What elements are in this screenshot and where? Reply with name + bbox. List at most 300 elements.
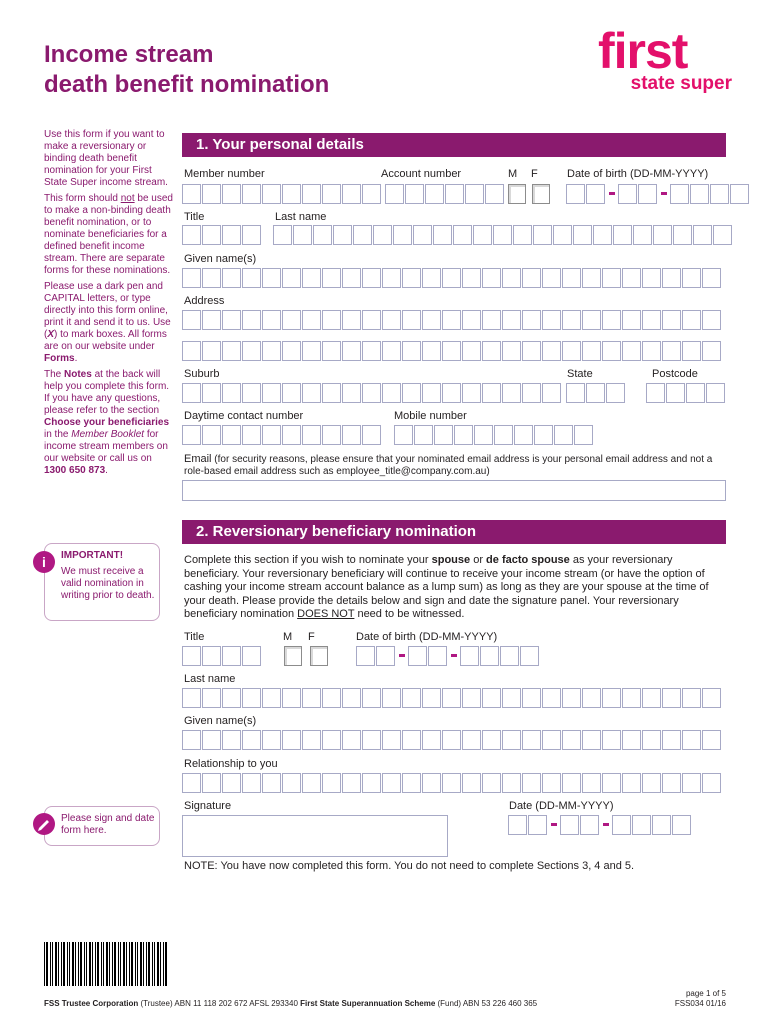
char-box[interactable] (302, 383, 321, 403)
char-box[interactable] (362, 310, 381, 330)
char-box[interactable] (474, 425, 493, 445)
char-box[interactable] (322, 730, 341, 750)
char-box[interactable] (666, 383, 685, 403)
char-box[interactable] (702, 730, 721, 750)
char-box[interactable] (422, 341, 441, 361)
char-box[interactable] (282, 341, 301, 361)
char-box[interactable] (602, 773, 621, 793)
ben-title-boxes[interactable] (182, 646, 262, 666)
given-names-boxes[interactable] (182, 268, 722, 288)
char-box[interactable] (542, 341, 561, 361)
char-box[interactable] (333, 225, 352, 245)
char-box[interactable] (462, 730, 481, 750)
char-box[interactable] (322, 425, 341, 445)
state-boxes[interactable] (566, 383, 626, 403)
char-box[interactable] (182, 730, 201, 750)
char-box[interactable] (402, 341, 421, 361)
char-box[interactable] (282, 730, 301, 750)
char-box[interactable] (293, 225, 312, 245)
char-box[interactable] (202, 383, 221, 403)
char-box[interactable] (710, 184, 729, 204)
char-box[interactable] (373, 225, 392, 245)
char-box[interactable] (562, 268, 581, 288)
char-box[interactable] (534, 425, 553, 445)
char-box[interactable] (202, 773, 221, 793)
char-box[interactable] (302, 773, 321, 793)
char-box[interactable] (542, 688, 561, 708)
char-box[interactable] (222, 425, 241, 445)
char-box[interactable] (662, 268, 681, 288)
char-box[interactable] (502, 268, 521, 288)
char-box[interactable] (222, 184, 241, 204)
char-box[interactable] (542, 310, 561, 330)
char-box[interactable] (202, 341, 221, 361)
char-box[interactable] (602, 688, 621, 708)
char-box[interactable] (342, 730, 361, 750)
char-box[interactable] (520, 646, 539, 666)
char-box[interactable] (702, 688, 721, 708)
char-box[interactable] (242, 184, 261, 204)
char-box[interactable] (222, 225, 241, 245)
char-box[interactable] (562, 773, 581, 793)
char-box[interactable] (282, 773, 301, 793)
char-box[interactable] (425, 184, 444, 204)
account-number-boxes[interactable] (385, 184, 505, 204)
char-box[interactable] (222, 646, 241, 666)
char-box[interactable] (633, 225, 652, 245)
char-box[interactable] (454, 425, 473, 445)
char-box[interactable] (362, 730, 381, 750)
char-box[interactable] (652, 815, 671, 835)
char-box[interactable] (242, 773, 261, 793)
char-box[interactable] (702, 341, 721, 361)
char-box[interactable] (182, 773, 201, 793)
char-box[interactable] (362, 425, 381, 445)
char-box[interactable] (282, 184, 301, 204)
char-box[interactable] (573, 225, 592, 245)
char-box[interactable] (602, 310, 621, 330)
char-box[interactable] (730, 184, 749, 204)
char-box[interactable] (262, 730, 281, 750)
char-box[interactable] (602, 730, 621, 750)
char-box[interactable] (682, 730, 701, 750)
char-box[interactable] (202, 425, 221, 445)
char-box[interactable] (502, 383, 521, 403)
char-box[interactable] (342, 425, 361, 445)
char-box[interactable] (282, 425, 301, 445)
char-box[interactable] (522, 688, 541, 708)
char-box[interactable] (606, 383, 625, 403)
char-box[interactable] (376, 646, 395, 666)
char-box[interactable] (442, 310, 461, 330)
char-box[interactable] (462, 310, 481, 330)
char-box[interactable] (686, 383, 705, 403)
address-line2-boxes[interactable] (182, 341, 722, 361)
char-box[interactable] (302, 268, 321, 288)
char-box[interactable] (612, 815, 631, 835)
char-box[interactable] (586, 383, 605, 403)
char-box[interactable] (422, 773, 441, 793)
char-box[interactable] (642, 268, 661, 288)
char-box[interactable] (433, 225, 452, 245)
char-box[interactable] (342, 310, 361, 330)
char-box[interactable] (242, 383, 261, 403)
char-box[interactable] (202, 688, 221, 708)
char-box[interactable] (282, 383, 301, 403)
char-box[interactable] (453, 225, 472, 245)
char-box[interactable] (482, 341, 501, 361)
char-box[interactable] (462, 341, 481, 361)
char-box[interactable] (566, 383, 585, 403)
mobile-number-boxes[interactable] (394, 425, 594, 445)
char-box[interactable] (494, 425, 513, 445)
email-input[interactable] (182, 480, 726, 501)
char-box[interactable] (642, 773, 661, 793)
char-box[interactable] (262, 341, 281, 361)
char-box[interactable] (182, 268, 201, 288)
char-box[interactable] (422, 268, 441, 288)
char-box[interactable] (682, 773, 701, 793)
char-box[interactable] (202, 184, 221, 204)
char-box[interactable] (482, 310, 501, 330)
char-box[interactable] (282, 268, 301, 288)
char-box[interactable] (322, 773, 341, 793)
char-box[interactable] (202, 225, 221, 245)
char-box[interactable] (622, 268, 641, 288)
char-box[interactable] (502, 341, 521, 361)
char-box[interactable] (362, 341, 381, 361)
char-box[interactable] (353, 225, 372, 245)
char-box[interactable] (242, 268, 261, 288)
ben-dob-date-boxes[interactable] (356, 646, 540, 666)
char-box[interactable] (662, 688, 681, 708)
char-box[interactable] (582, 341, 601, 361)
char-box[interactable] (702, 268, 721, 288)
char-box[interactable] (342, 383, 361, 403)
char-box[interactable] (302, 425, 321, 445)
char-box[interactable] (522, 730, 541, 750)
char-box[interactable] (642, 341, 661, 361)
char-box[interactable] (672, 815, 691, 835)
char-box[interactable] (322, 268, 341, 288)
char-box[interactable] (593, 225, 612, 245)
char-box[interactable] (302, 184, 321, 204)
char-box[interactable] (242, 341, 261, 361)
char-box[interactable] (362, 383, 381, 403)
last-name-boxes[interactable] (273, 225, 733, 245)
char-box[interactable] (602, 268, 621, 288)
char-box[interactable] (382, 730, 401, 750)
char-box[interactable] (402, 730, 421, 750)
char-box[interactable] (582, 773, 601, 793)
char-box[interactable] (402, 688, 421, 708)
char-box[interactable] (282, 310, 301, 330)
char-box[interactable] (382, 383, 401, 403)
char-box[interactable] (462, 688, 481, 708)
char-box[interactable] (642, 310, 661, 330)
char-box[interactable] (580, 815, 599, 835)
char-box[interactable] (622, 341, 641, 361)
char-box[interactable] (482, 268, 501, 288)
char-box[interactable] (670, 184, 689, 204)
char-box[interactable] (182, 225, 201, 245)
char-box[interactable] (428, 646, 447, 666)
char-box[interactable] (554, 425, 573, 445)
char-box[interactable] (542, 773, 561, 793)
char-box[interactable] (356, 646, 375, 666)
ben-given-names-boxes[interactable] (182, 730, 722, 750)
char-box[interactable] (282, 688, 301, 708)
char-box[interactable] (202, 646, 221, 666)
char-box[interactable] (702, 773, 721, 793)
char-box[interactable] (382, 773, 401, 793)
char-box[interactable] (502, 688, 521, 708)
char-box[interactable] (528, 815, 547, 835)
char-box[interactable] (542, 730, 561, 750)
char-box[interactable] (482, 773, 501, 793)
char-box[interactable] (682, 310, 701, 330)
char-box[interactable] (393, 225, 412, 245)
char-box[interactable] (480, 646, 499, 666)
char-box[interactable] (202, 268, 221, 288)
char-box[interactable] (500, 646, 519, 666)
char-box[interactable] (402, 310, 421, 330)
char-box[interactable] (402, 773, 421, 793)
char-box[interactable] (693, 225, 712, 245)
char-box[interactable] (322, 310, 341, 330)
gender-m-checkbox[interactable] (508, 184, 526, 204)
char-box[interactable] (382, 310, 401, 330)
char-box[interactable] (242, 730, 261, 750)
char-box[interactable] (574, 425, 593, 445)
char-box[interactable] (638, 184, 657, 204)
char-box[interactable] (182, 425, 201, 445)
char-box[interactable] (242, 425, 261, 445)
char-box[interactable] (522, 268, 541, 288)
char-box[interactable] (262, 184, 281, 204)
char-box[interactable] (622, 773, 641, 793)
char-box[interactable] (514, 425, 533, 445)
char-box[interactable] (562, 730, 581, 750)
char-box[interactable] (646, 383, 665, 403)
char-box[interactable] (202, 730, 221, 750)
char-box[interactable] (242, 688, 261, 708)
char-box[interactable] (618, 184, 637, 204)
char-box[interactable] (508, 815, 527, 835)
char-box[interactable] (414, 425, 433, 445)
char-box[interactable] (642, 688, 661, 708)
char-box[interactable] (533, 225, 552, 245)
char-box[interactable] (262, 268, 281, 288)
char-box[interactable] (242, 646, 261, 666)
char-box[interactable] (682, 341, 701, 361)
char-box[interactable] (662, 310, 681, 330)
daytime-number-boxes[interactable] (182, 425, 382, 445)
char-box[interactable] (262, 773, 281, 793)
ben-gender-f-checkbox[interactable] (310, 646, 328, 666)
char-box[interactable] (553, 225, 572, 245)
char-box[interactable] (542, 268, 561, 288)
char-box[interactable] (442, 268, 461, 288)
char-box[interactable] (682, 688, 701, 708)
char-box[interactable] (706, 383, 725, 403)
char-box[interactable] (442, 341, 461, 361)
char-box[interactable] (362, 268, 381, 288)
char-box[interactable] (465, 184, 484, 204)
char-box[interactable] (662, 773, 681, 793)
char-box[interactable] (382, 268, 401, 288)
char-box[interactable] (582, 730, 601, 750)
char-box[interactable] (442, 383, 461, 403)
sign-date-boxes[interactable] (508, 815, 692, 835)
char-box[interactable] (485, 184, 504, 204)
char-box[interactable] (690, 184, 709, 204)
char-box[interactable] (502, 773, 521, 793)
char-box[interactable] (522, 383, 541, 403)
char-box[interactable] (302, 730, 321, 750)
char-box[interactable] (182, 341, 201, 361)
char-box[interactable] (434, 425, 453, 445)
char-box[interactable] (422, 383, 441, 403)
char-box[interactable] (493, 225, 512, 245)
char-box[interactable] (582, 268, 601, 288)
char-box[interactable] (202, 310, 221, 330)
char-box[interactable] (522, 773, 541, 793)
char-box[interactable] (402, 383, 421, 403)
char-box[interactable] (502, 730, 521, 750)
char-box[interactable] (460, 646, 479, 666)
char-box[interactable] (222, 730, 241, 750)
char-box[interactable] (362, 184, 381, 204)
char-box[interactable] (342, 688, 361, 708)
char-box[interactable] (502, 310, 521, 330)
char-box[interactable] (522, 310, 541, 330)
char-box[interactable] (522, 341, 541, 361)
char-box[interactable] (542, 383, 561, 403)
char-box[interactable] (222, 383, 241, 403)
char-box[interactable] (222, 310, 241, 330)
char-box[interactable] (482, 730, 501, 750)
char-box[interactable] (662, 341, 681, 361)
char-box[interactable] (442, 773, 461, 793)
char-box[interactable] (562, 310, 581, 330)
char-box[interactable] (342, 268, 361, 288)
char-box[interactable] (642, 730, 661, 750)
member-number-boxes[interactable] (182, 184, 382, 204)
char-box[interactable] (473, 225, 492, 245)
char-box[interactable] (313, 225, 332, 245)
char-box[interactable] (582, 310, 601, 330)
char-box[interactable] (613, 225, 632, 245)
char-box[interactable] (713, 225, 732, 245)
char-box[interactable] (622, 730, 641, 750)
char-box[interactable] (222, 341, 241, 361)
char-box[interactable] (422, 688, 441, 708)
char-box[interactable] (442, 730, 461, 750)
char-box[interactable] (322, 688, 341, 708)
char-box[interactable] (222, 268, 241, 288)
gender-f-checkbox[interactable] (532, 184, 550, 204)
ben-gender-m-checkbox[interactable] (284, 646, 302, 666)
char-box[interactable] (182, 310, 201, 330)
title-boxes[interactable] (182, 225, 262, 245)
char-box[interactable] (662, 730, 681, 750)
char-box[interactable] (302, 310, 321, 330)
char-box[interactable] (413, 225, 432, 245)
char-box[interactable] (222, 773, 241, 793)
char-box[interactable] (513, 225, 532, 245)
char-box[interactable] (408, 646, 427, 666)
address-line1-boxes[interactable] (182, 310, 722, 330)
char-box[interactable] (602, 341, 621, 361)
char-box[interactable] (442, 688, 461, 708)
char-box[interactable] (322, 383, 341, 403)
char-box[interactable] (182, 184, 201, 204)
char-box[interactable] (422, 310, 441, 330)
char-box[interactable] (566, 184, 585, 204)
char-box[interactable] (462, 268, 481, 288)
char-box[interactable] (262, 383, 281, 403)
char-box[interactable] (622, 688, 641, 708)
postcode-boxes[interactable] (646, 383, 726, 403)
char-box[interactable] (402, 268, 421, 288)
char-box[interactable] (262, 425, 281, 445)
char-box[interactable] (653, 225, 672, 245)
suburb-boxes[interactable] (182, 383, 562, 403)
char-box[interactable] (422, 730, 441, 750)
char-box[interactable] (182, 688, 201, 708)
char-box[interactable] (382, 341, 401, 361)
char-box[interactable] (445, 184, 464, 204)
char-box[interactable] (242, 225, 261, 245)
char-box[interactable] (562, 688, 581, 708)
char-box[interactable] (405, 184, 424, 204)
char-box[interactable] (362, 688, 381, 708)
char-box[interactable] (482, 383, 501, 403)
char-box[interactable] (182, 646, 201, 666)
char-box[interactable] (342, 341, 361, 361)
char-box[interactable] (322, 184, 341, 204)
relationship-boxes[interactable] (182, 773, 722, 793)
char-box[interactable] (302, 688, 321, 708)
dob-date-boxes[interactable] (566, 184, 750, 204)
char-box[interactable] (394, 425, 413, 445)
char-box[interactable] (632, 815, 651, 835)
char-box[interactable] (262, 688, 281, 708)
char-box[interactable] (462, 383, 481, 403)
char-box[interactable] (673, 225, 692, 245)
char-box[interactable] (702, 310, 721, 330)
char-box[interactable] (582, 688, 601, 708)
char-box[interactable] (586, 184, 605, 204)
char-box[interactable] (342, 184, 361, 204)
char-box[interactable] (482, 688, 501, 708)
char-box[interactable] (560, 815, 579, 835)
char-box[interactable] (682, 268, 701, 288)
char-box[interactable] (222, 688, 241, 708)
char-box[interactable] (182, 383, 201, 403)
char-box[interactable] (382, 688, 401, 708)
char-box[interactable] (242, 310, 261, 330)
signature-field[interactable] (182, 815, 448, 857)
char-box[interactable] (385, 184, 404, 204)
char-box[interactable] (262, 310, 281, 330)
char-box[interactable] (322, 341, 341, 361)
char-box[interactable] (462, 773, 481, 793)
char-box[interactable] (562, 341, 581, 361)
ben-last-name-boxes[interactable] (182, 688, 722, 708)
char-box[interactable] (622, 310, 641, 330)
